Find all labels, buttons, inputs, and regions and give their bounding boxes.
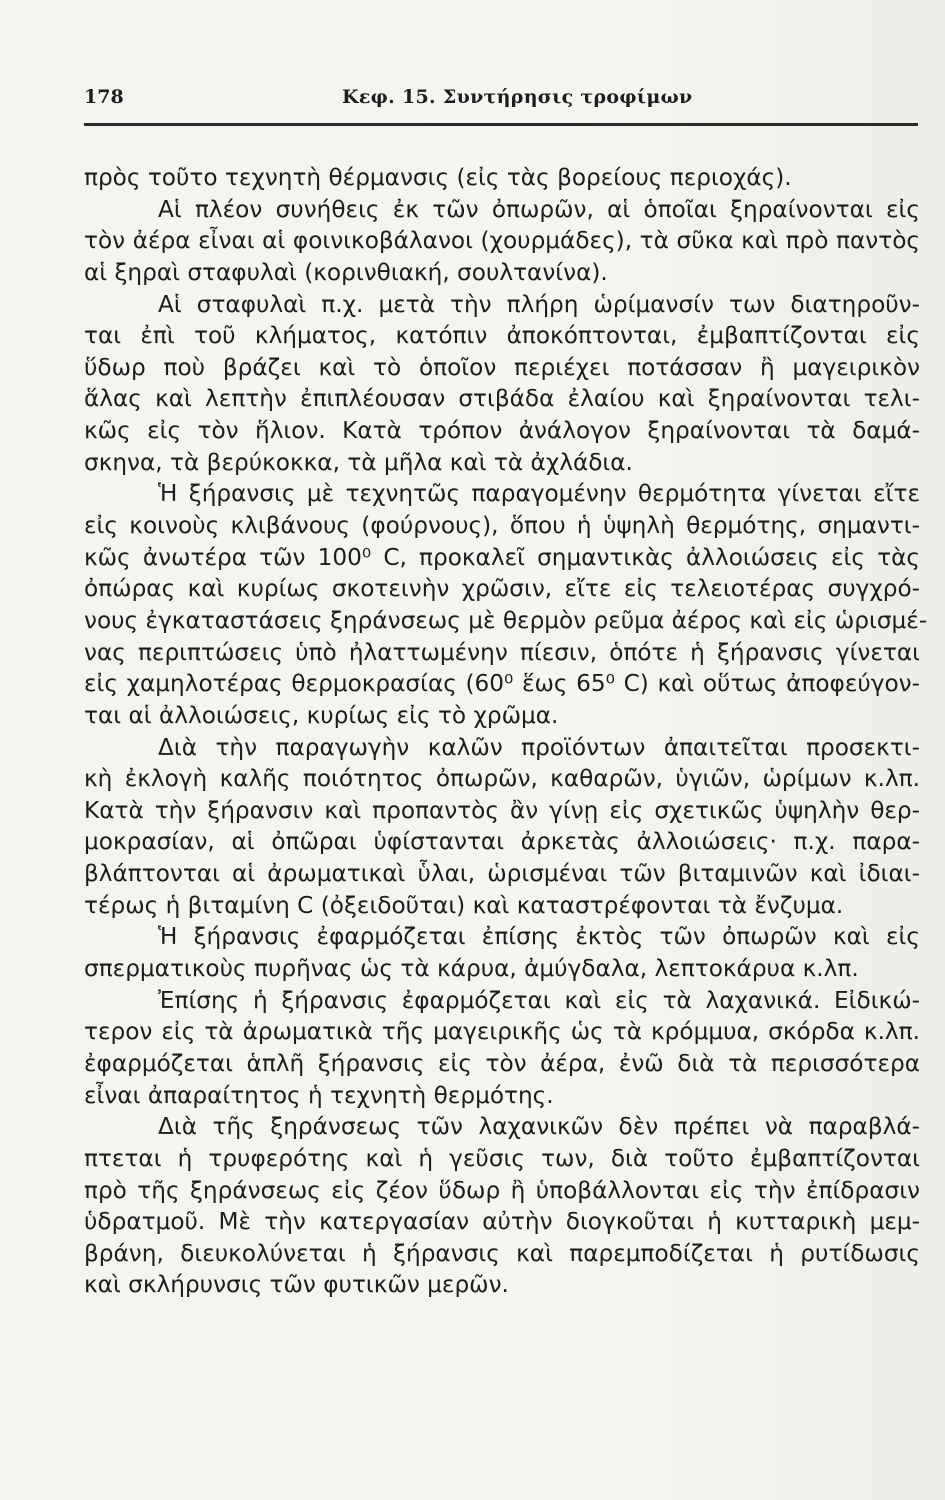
text-line: αἱ ξηραὶ σταφυλαὶ (κορινθιακή, σουλτανίνα). [84, 258, 608, 286]
text-line: τερον εἰς τὰ ἀρωματικὰ τῆς μαγειρικῆς ὡς τὰ κρόμμυα, σκόρδα κ.λπ. [84, 1018, 920, 1046]
text-line: τὸν ἀέρα εἶναι αἱ φοινικοβάλανοι (χουρμάδες), τὰ σῦκα καὶ πρὸ παντὸς [84, 227, 920, 255]
text-line: τέρως ἡ βιταμίνη C (ὀξειδοῦται) καὶ καταστρέφονται τὰ ἔνζυμα. [84, 891, 844, 919]
text-line: ται ἐπὶ τοῦ κλήματος, κατόπιν ἀποκόπτονται, ἐμβαπτίζονται εἰς [84, 322, 920, 350]
text-line: πτεται ἡ τρυφερότης καὶ ἡ γεῦσις των, διὰ τοῦτο ἐμβαπτίζονται [84, 1144, 920, 1172]
text-line: εἰς κοινοὺς κλιβάνους (φούρνους), ὅπου ἡ ὑψηλὴ θερμότης, σημαντι- [84, 512, 920, 540]
header-rule [84, 123, 918, 126]
text-line: σπερματικοὺς πυρῆνας ὡς τὰ κάρυα, ἀμύγδαλα, λεπτοκάρυα κ.λπ. [84, 955, 859, 983]
text-line: Ἡ ξήρανσις ἐφαρμόζεται ἐπίσης ἐκτὸς τῶν ὀπωρῶν καὶ εἰς [158, 923, 920, 951]
text-line: ἐφαρμόζεται ἁπλῆ ξήρανσις εἰς τὸν ἀέρα, ἐνῶ διὰ τὰ περισσότερα [84, 1049, 920, 1077]
text-line: βράνη, διευκολύνεται ἡ ξήρανσις καὶ παρεμποδίζεται ἡ ρυτίδωσις [84, 1239, 920, 1267]
text-line: ὑδρατμοῦ. Μὲ τὴν κατεργασίαν αὐτὴν διογκοῦται ἡ κυτταρικὴ μεμ- [84, 1208, 920, 1236]
text-line: κὴ ἐκλογὴ καλῆς ποιότητος ὀπωρῶν, καθαρῶν, ὑγιῶν, ὡρίμων κ.λπ. [84, 765, 920, 793]
text-line: Αἱ σταφυλαὶ π.χ. μετὰ τὴν πλήρη ὡρίμανσίν των διατηροῦν- [158, 290, 920, 318]
page-number: 178 [84, 86, 124, 108]
text-line: εἶναι ἀπαραίτητος ἡ τεχνητὴ θερμότης. [84, 1081, 554, 1109]
text-line: εἰς χαμηλοτέρας θερμοκρασίας (60⁰ ἕως 65⁰ C) καὶ οὕτως ἀποφεύγον- [84, 670, 920, 698]
running-head: Κεφ. 15. Συντήρησις τροφίμων [342, 86, 693, 108]
text-line: πρὸ τῆς ξηράνσεως εἰς ζέον ὕδωρ ἢ ὑποβάλλονται εἰς τὴν ἐπίδρασιν [84, 1176, 920, 1204]
text-line: ἅλας καὶ λεπτὴν ἐπιπλέουσαν στιβάδα ἐλαίου καὶ ξηραίνονται τελι- [84, 385, 920, 413]
page-header [84, 86, 919, 126]
text-line: σκηνα, τὰ βερύκοκκα, τὰ μῆλα καὶ τὰ ἀχλάδια. [84, 448, 633, 476]
text-line: Κατὰ τὴν ξήρανσιν καὶ προπαντὸς ἂν γίνῃ εἰς σχετικῶς ὑψηλὴν θερ- [84, 796, 920, 824]
text-line: ται αἱ ἀλλοιώσεις, κυρίως εἰς τὸ χρῶμα. [84, 701, 559, 729]
text-line: ὀπώρας καὶ κυρίως σκοτεινὴν χρῶσιν, εἴτε εἰς τελειοτέρας συγχρό- [84, 575, 920, 603]
text-line: νους ἐγκαταστάσεις ξηράνσεως μὲ θερμὸν ρεῦμα ἀέρος καὶ εἰς ὡρισμέ- [84, 606, 928, 634]
text-line: ὕδωρ ποὺ βράζει καὶ τὸ ὁποῖον περιέχει ποτάσσαν ἢ μαγειρικὸν [84, 353, 920, 381]
text-line: μοκρασίαν, αἱ ὀπῶραι ὑφίστανται ἀρκετὰς ἀλλοιώσεις· π.χ. παρα- [84, 828, 920, 856]
text-line: καὶ σκλήρυνσις τῶν φυτικῶν μερῶν. [84, 1271, 509, 1299]
text-line: βλάπτονται αἱ ἀρωματικαὶ ὗλαι, ὡρισμέναι τῶν βιταμινῶν καὶ ἰδιαι- [84, 860, 920, 888]
text-line: Ἡ ξήρανσις μὲ τεχνητῶς παραγομένην θερμότητα γίνεται εἴτε [158, 480, 920, 508]
text-line: πρὸς τοῦτο τεχνητὴ θέρμανσις (εἰς τὰς βορείους περιοχάς). [84, 164, 792, 191]
text-line: Ἐπίσης ἡ ξήρανσις ἐφαρμόζεται καὶ εἰς τὰ λαχανικά. Εἰδικώ- [158, 986, 920, 1014]
text-line: νας περιπτώσεις ὑπὸ ἠλαττωμένην πίεσιν, ὁπότε ἡ ξήρανσις γίνεται [84, 638, 920, 666]
text-line: Διὰ τὴν παραγωγὴν καλῶν προϊόντων ἀπαιτεῖται προσεκτι- [158, 733, 920, 761]
text-line: κῶς ἀνωτέρα τῶν 100⁰ C, προκαλεῖ σημαντικὰς ἀλλοιώσεις εἰς τὰς [84, 543, 920, 571]
text-line: Διὰ τῆς ξηράνσεως τῶν λαχανικῶν δὲν πρέπει νὰ παραβλά- [158, 1113, 920, 1141]
body-text [84, 162, 928, 1301]
text-line: Αἱ πλέον συνήθεις ἐκ τῶν ὀπωρῶν, αἱ ὁποῖαι ξηραίνονται εἰς [158, 195, 920, 223]
text-line: κῶς εἰς τὸν ἥλιον. Κατὰ τρόπον ἀνάλογον ξηραίνονται τὰ δαμά- [84, 417, 920, 445]
